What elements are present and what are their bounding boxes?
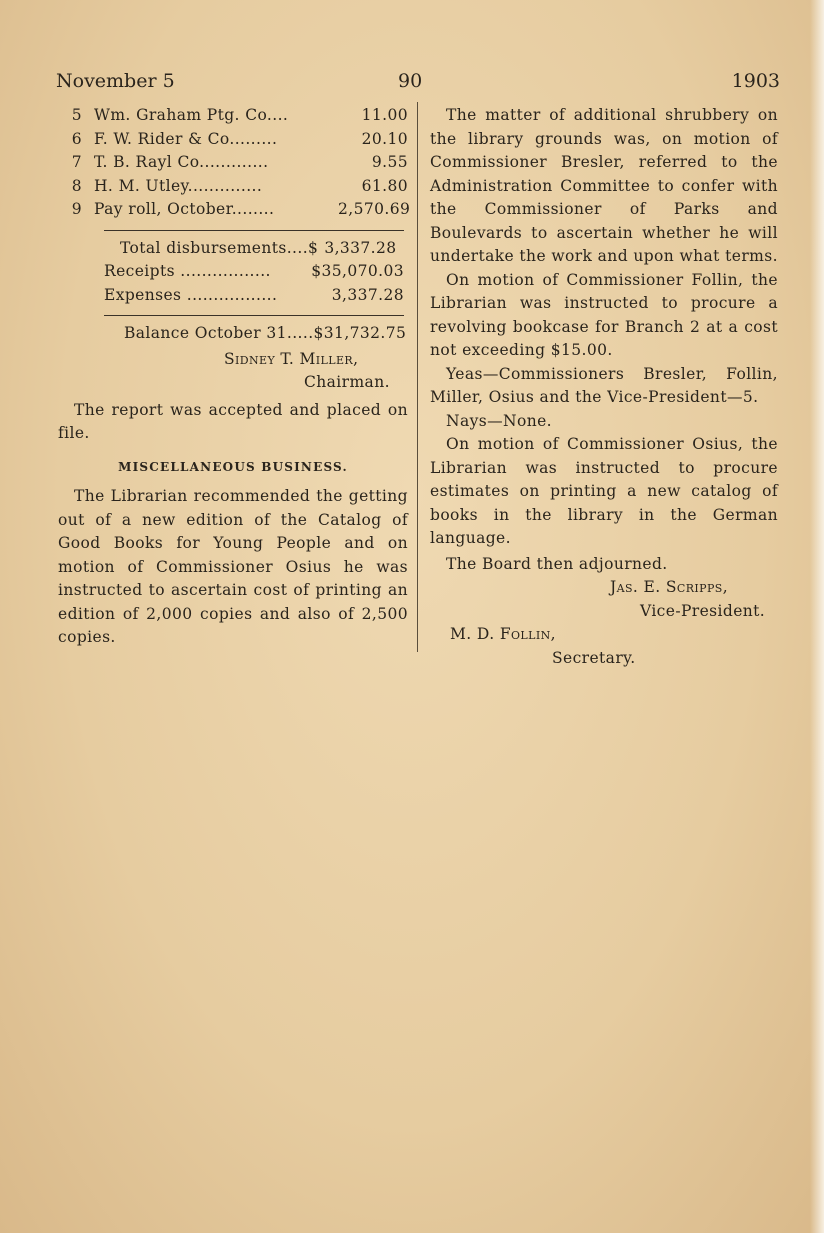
ledger-description: T. B. Rayl Co............. [94, 153, 269, 171]
total-disbursements-amount: 3,337.28 [324, 238, 397, 257]
page-edge [810, 0, 824, 1233]
expenses-label: Expenses ................. [104, 285, 278, 304]
report-signatory-title: Chairman. [304, 373, 390, 391]
ledger-row [58, 151, 408, 175]
ledger-amount: 61.80 [361, 176, 408, 195]
bookcase-paragraph: On motion of Commissioner Follin, the Librarian was instructed to procure a revolving bookcase for Branch 2 at a cost not exceeding $15.00. [430, 270, 778, 359]
report-signature [58, 348, 408, 395]
receipts-amount: $35,070.03 [311, 262, 404, 280]
page-header [56, 70, 780, 100]
ledger-description: F. W. Rider & Co......... [94, 129, 278, 148]
catalog-estimate-paragraph: On motion of Commissioner Osius, the Librarian was instructed to procure estimates on printing a new catalog of books in the library in the German language. [430, 435, 778, 547]
ledger-number: 6 [71, 129, 82, 148]
shrubbery-paragraph: The matter of additional shrubbery on the library grounds was, on motion of Commissioner Bresler, referred to the Administration Committee to confer with the Commissioner of Parks and Boulevards to ascertain whether he will undertake the work and upon what terms. [430, 106, 778, 265]
balance-rule [104, 315, 404, 316]
ledger-number: 9 [71, 200, 82, 218]
report-accepted-text: The report was accepted and placed on file. [58, 400, 408, 442]
ledger-number: 5 [71, 106, 82, 124]
ledger-amount: 2,570.69 [338, 200, 411, 218]
total-rule [104, 230, 404, 231]
nays-paragraph: Nays—None. [446, 411, 552, 430]
page-number: 90 [398, 70, 423, 92]
header-year: 1903 [731, 70, 780, 92]
balance-row [58, 322, 408, 346]
ledger-amount: 20.10 [361, 129, 408, 148]
ledger-amount: 9.55 [371, 153, 408, 171]
ledger-number: 8 [71, 176, 82, 195]
adjourned-paragraph: The Board then adjourned. [446, 554, 668, 573]
expenses-row [58, 284, 408, 308]
column-divider [417, 102, 418, 652]
vice-president-title: Vice-President. [640, 601, 766, 620]
secretary-name: M. D. Follin, [450, 625, 556, 643]
misc-business-heading: MISCELLANEOUS BUSINESS. [118, 459, 348, 474]
ledger-description: H. M. Utley.............. [94, 176, 263, 195]
report-signatory-name: Sidney T. Miller, [224, 349, 359, 368]
yeas-paragraph: Yeas—Commissioners Bresler, Follin, Miller, Osius and the Vice-President—5. [430, 364, 778, 406]
ledger-description: Pay roll, October........ [94, 200, 275, 218]
ledger-number: 7 [71, 153, 82, 171]
total-disbursements-row [58, 237, 408, 261]
misc-business-paragraph: The Librarian recommended the getting out of a new edition of the Catalog of Good Books for Young People and on motion of Commissioner Osius he was instructed to ascertain cost of printing an edition of 2,000 copies and also of 2,500 copies. [58, 487, 408, 646]
receipts-label: Receipts ................. [104, 262, 271, 280]
balance-label: Balance October 31..... [124, 324, 314, 342]
balance-amount: $31,732.75 [313, 324, 407, 342]
ledger-row [58, 104, 408, 128]
secretary-title: Secretary. [552, 648, 636, 667]
ledger-row [58, 198, 411, 222]
receipts-row [58, 260, 408, 284]
header-date: November 5 [56, 70, 175, 92]
ledger-description: Wm. Graham Ptg. Co.... [94, 106, 289, 124]
left-column [58, 104, 411, 650]
secretary-signature [430, 623, 778, 670]
vice-president-signature [430, 576, 778, 623]
ledger-amount: 11.00 [361, 106, 408, 124]
ledger-row [58, 175, 408, 199]
vice-president-name: Jas. E. Scripps, [610, 578, 729, 596]
expenses-amount: 3,337.28 [331, 285, 404, 304]
total-disbursements-label: Total disbursements....$ [120, 238, 319, 257]
ledger-row [58, 128, 408, 152]
right-column [430, 104, 778, 670]
